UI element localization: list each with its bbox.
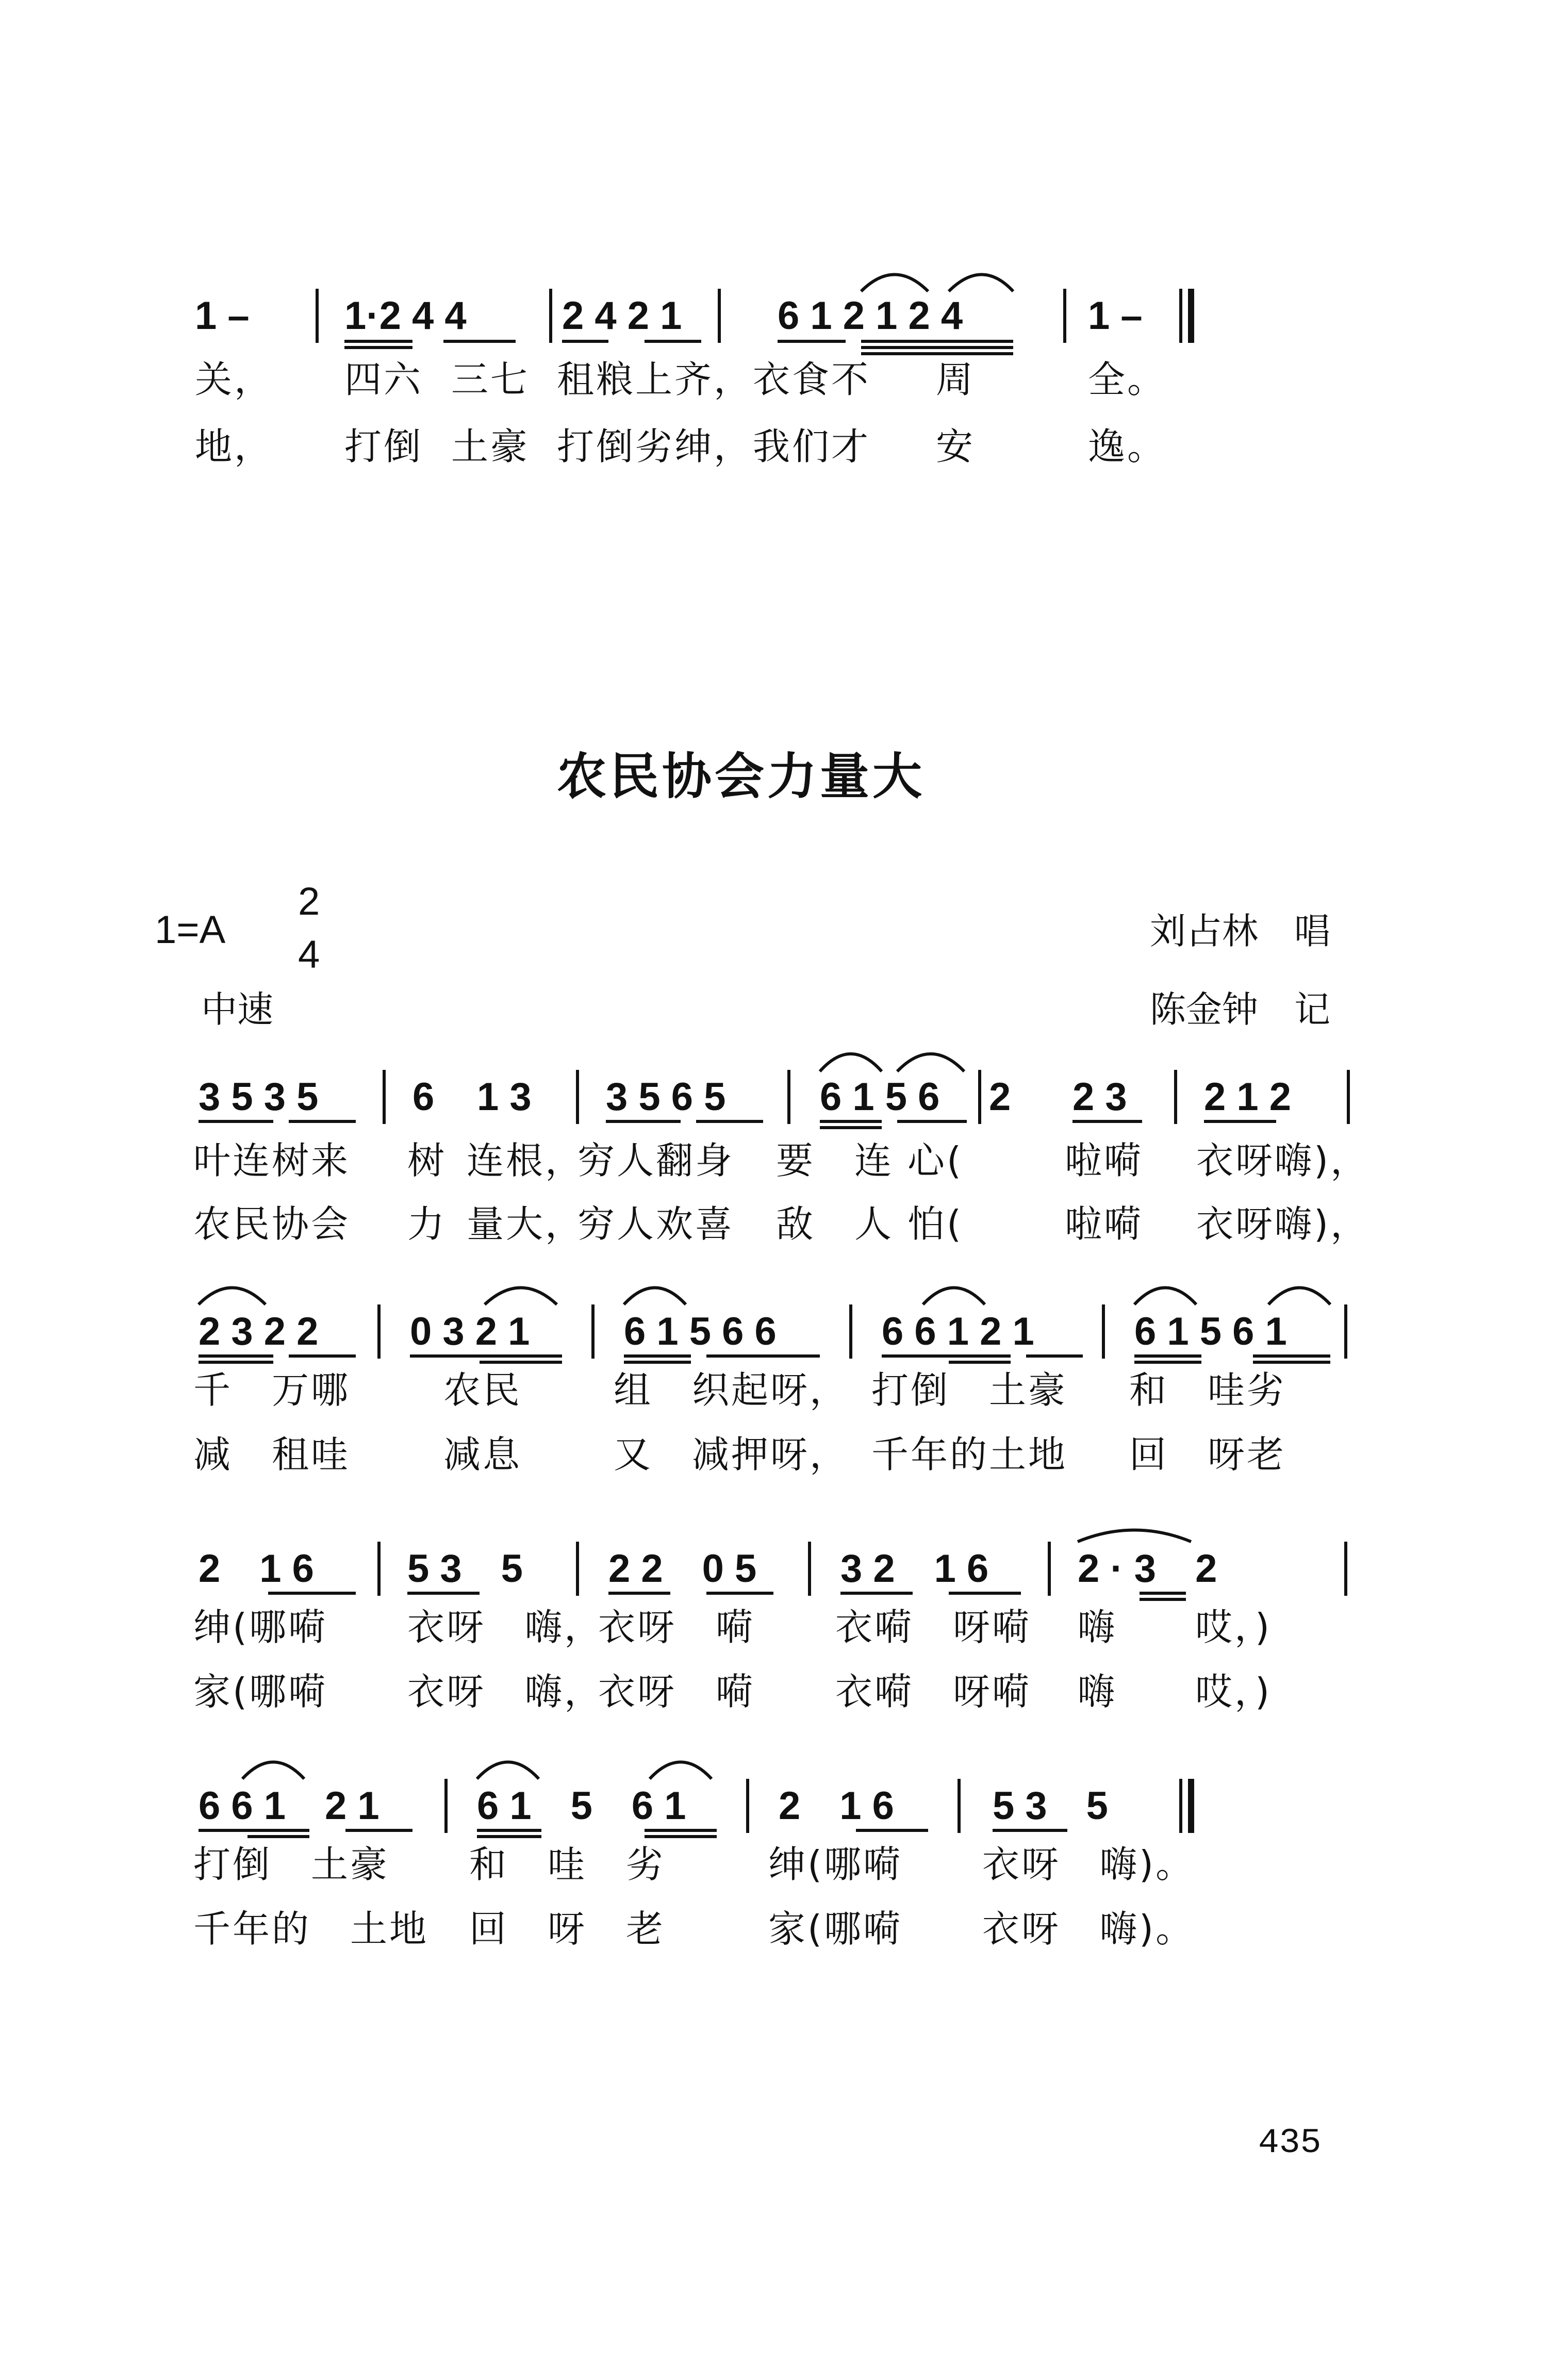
s2-measure-3: 6 1 5 6 6 xyxy=(624,1310,777,1353)
recorder-credit: 陈金钟 记 xyxy=(1150,988,1330,1031)
s1-measure-4: 6 1 5 6 xyxy=(820,1075,940,1119)
s3-lyric-2d: 衣嗬 呀嗬 xyxy=(835,1670,1032,1713)
s2-lyric-1b: 农民 xyxy=(443,1368,522,1412)
s1-lyric-1a: 叶连树来 xyxy=(193,1139,351,1182)
singer-credit: 刘占林 唱 xyxy=(1150,910,1330,952)
s4-lyric-1d: 衣呀 嗨)。 xyxy=(982,1843,1195,1886)
s1-measure-5b: 2 3 xyxy=(1072,1075,1127,1119)
s3-lyric-1b: 衣呀 嗨， xyxy=(407,1606,604,1649)
slur xyxy=(923,1288,985,1305)
time-signature-numerator: 2 xyxy=(298,880,320,923)
s4-lyric-2c: 家(哪嗬 xyxy=(768,1907,903,1951)
s3-lyric-2e: 嗨 哎，) xyxy=(1078,1670,1272,1713)
s2-lyric-1d: 打倒 土豪 xyxy=(871,1368,1068,1412)
s1-lyric-2f: 怕( xyxy=(907,1202,964,1246)
fragment-measure-3: 2 4 2 1 xyxy=(562,294,682,338)
s1-measure-3: 3 5 6 5 xyxy=(606,1075,726,1119)
slur xyxy=(242,1762,304,1779)
s1-measure-6: 2 1 2 xyxy=(1204,1075,1292,1119)
s3-lyric-2b: 衣呀 嗨， xyxy=(407,1670,604,1713)
s1-lyric-1g: 啦嗬 xyxy=(1065,1139,1144,1182)
s1-lyric-2g: 啦嗬 xyxy=(1065,1202,1144,1246)
s1-lyric-2e: 敌 人 xyxy=(776,1202,894,1246)
s1-lyric-1f: 心( xyxy=(907,1139,964,1182)
s3-lyric-1c: 衣呀 嗬 xyxy=(598,1606,755,1649)
fragment-lyric-1b: 四六 xyxy=(344,358,423,401)
slur xyxy=(650,1762,712,1779)
slur xyxy=(897,1054,964,1071)
fragment-lyric-2e: 安 xyxy=(936,425,976,468)
s1-lyric-1d: 穷人翻身 xyxy=(577,1139,735,1182)
slur xyxy=(820,1054,882,1071)
fragment-measure-2: 1·2 4 4 xyxy=(344,294,467,338)
s1-lyric-2c: 量大， xyxy=(467,1202,585,1246)
s4-measure-4: 5 3 5 xyxy=(993,1784,1108,1828)
s1-lyric-2d: 穷人欢喜 xyxy=(577,1202,735,1246)
tempo-marking: 中速 xyxy=(201,988,273,1031)
s1-lyric-2b: 力 xyxy=(407,1202,447,1246)
s3-lyric-2a: 家(哪嗬 xyxy=(193,1670,328,1713)
s3-lyric-1d: 衣嗬 呀嗬 xyxy=(835,1606,1032,1649)
page-number: 435 xyxy=(1258,2123,1322,2163)
s4-measure-3: 2 1 6 xyxy=(779,1784,894,1828)
s2-lyric-2a: 减 租哇 xyxy=(193,1433,351,1476)
s3-measure-3: 2 2 0 5 xyxy=(608,1547,757,1591)
s4-measure-1: 6 6 1 2 1 xyxy=(199,1784,379,1828)
fragment-lyric-1c: 三七 xyxy=(451,358,530,401)
s3-lyric-1a: 绅(哪嗬 xyxy=(193,1606,328,1649)
fragment-lyric-2a: 地， xyxy=(195,425,274,468)
s2-measure-1: 2 3 2 2 xyxy=(199,1310,319,1353)
s1-lyric-2h: 衣呀嗨)， xyxy=(1196,1202,1370,1246)
slur xyxy=(1268,1288,1330,1305)
s4-lyric-1c: 绅(哪嗬 xyxy=(768,1843,903,1886)
s4-lyric-1b: 和 哇 劣 xyxy=(469,1843,666,1886)
slur xyxy=(1078,1530,1191,1542)
s3-lyric-1e: 嗨 哎，) xyxy=(1078,1606,1272,1649)
s1-lyric-1c: 连根， xyxy=(467,1139,585,1182)
s1-measure-1: 3 5 3 5 xyxy=(199,1075,319,1119)
slur xyxy=(199,1288,266,1305)
s3-lyric-2c: 衣呀 嗬 xyxy=(598,1670,755,1713)
time-signature-denominator: 4 xyxy=(298,933,320,977)
fragment-lyric-2c: 土豪 xyxy=(451,425,530,468)
slur xyxy=(624,1288,686,1305)
s2-lyric-1a: 千 万哪 xyxy=(193,1368,351,1412)
fragment-measure-4: 6 1 2 1 2 4 xyxy=(778,294,963,338)
slur xyxy=(485,1288,557,1305)
s4-lyric-1a: 打倒 土豪 xyxy=(193,1843,390,1886)
s1-measure-2b: 1 3 xyxy=(477,1075,532,1119)
s2-lyric-2c: 又 减押呀， xyxy=(614,1433,849,1476)
s1-lyric-2a: 农民协会 xyxy=(193,1202,351,1246)
fragment-measure-5: 1 – xyxy=(1088,294,1143,338)
s3-measure-1: 2 1 6 xyxy=(199,1547,314,1591)
s1-lyric-1b: 树 xyxy=(407,1139,447,1182)
s3-measure-2: 5 3 5 xyxy=(407,1547,523,1591)
s4-lyric-2b: 回 呀 老 xyxy=(469,1907,666,1951)
fragment-lyric-1e: 周 xyxy=(936,358,976,401)
slur xyxy=(861,275,928,292)
slur xyxy=(1134,1288,1196,1305)
fragment-lyric-2b: 打倒 xyxy=(344,425,423,468)
s1-measure-2a: 6 xyxy=(412,1075,435,1119)
s2-measure-4: 6 6 1 2 1 xyxy=(882,1310,1034,1353)
s1-measure-5a: 2 xyxy=(989,1075,1011,1119)
s2-lyric-2d: 千年的土地 xyxy=(871,1433,1068,1476)
fragment-lyric-1d: 租粮上齐，衣食不 xyxy=(557,358,871,401)
s4-lyric-2d: 衣呀 嗨)。 xyxy=(982,1907,1195,1951)
s3-measure-4: 3 2 1 6 xyxy=(840,1547,989,1591)
s2-lyric-2e: 回 呀老 xyxy=(1129,1433,1286,1476)
s3-measure-5: 2 · 3 2 xyxy=(1078,1547,1217,1591)
s2-lyric-2b: 减息 xyxy=(443,1433,522,1476)
fragment-measure-1: 1 – xyxy=(195,294,250,338)
key-signature: 1=A xyxy=(155,908,226,952)
s2-lyric-1c: 组 织起呀， xyxy=(614,1368,849,1412)
fragment-lyric-1f: 全。 xyxy=(1088,358,1167,401)
fragment-lyric-2d: 打倒劣绅，我们才 xyxy=(557,425,871,468)
s1-lyric-1h: 衣呀嗨)， xyxy=(1196,1139,1370,1182)
song-title: 农民协会力量大 xyxy=(557,748,925,805)
slur xyxy=(949,275,1013,292)
fragment-lyric-2f: 逸。 xyxy=(1088,425,1167,468)
s4-lyric-2a: 千年的 土地 xyxy=(193,1907,429,1951)
slur xyxy=(477,1762,539,1779)
s2-lyric-1e: 和 哇劣 xyxy=(1129,1368,1286,1412)
s2-measure-5: 6 1 5 6 1 xyxy=(1134,1310,1287,1353)
s1-lyric-1e: 要 连 xyxy=(776,1139,894,1182)
fragment-lyric-1a: 关， xyxy=(195,358,274,401)
s4-measure-2: 6 1 5 6 1 xyxy=(477,1784,686,1828)
s2-measure-2: 0 3 2 1 xyxy=(410,1310,530,1353)
